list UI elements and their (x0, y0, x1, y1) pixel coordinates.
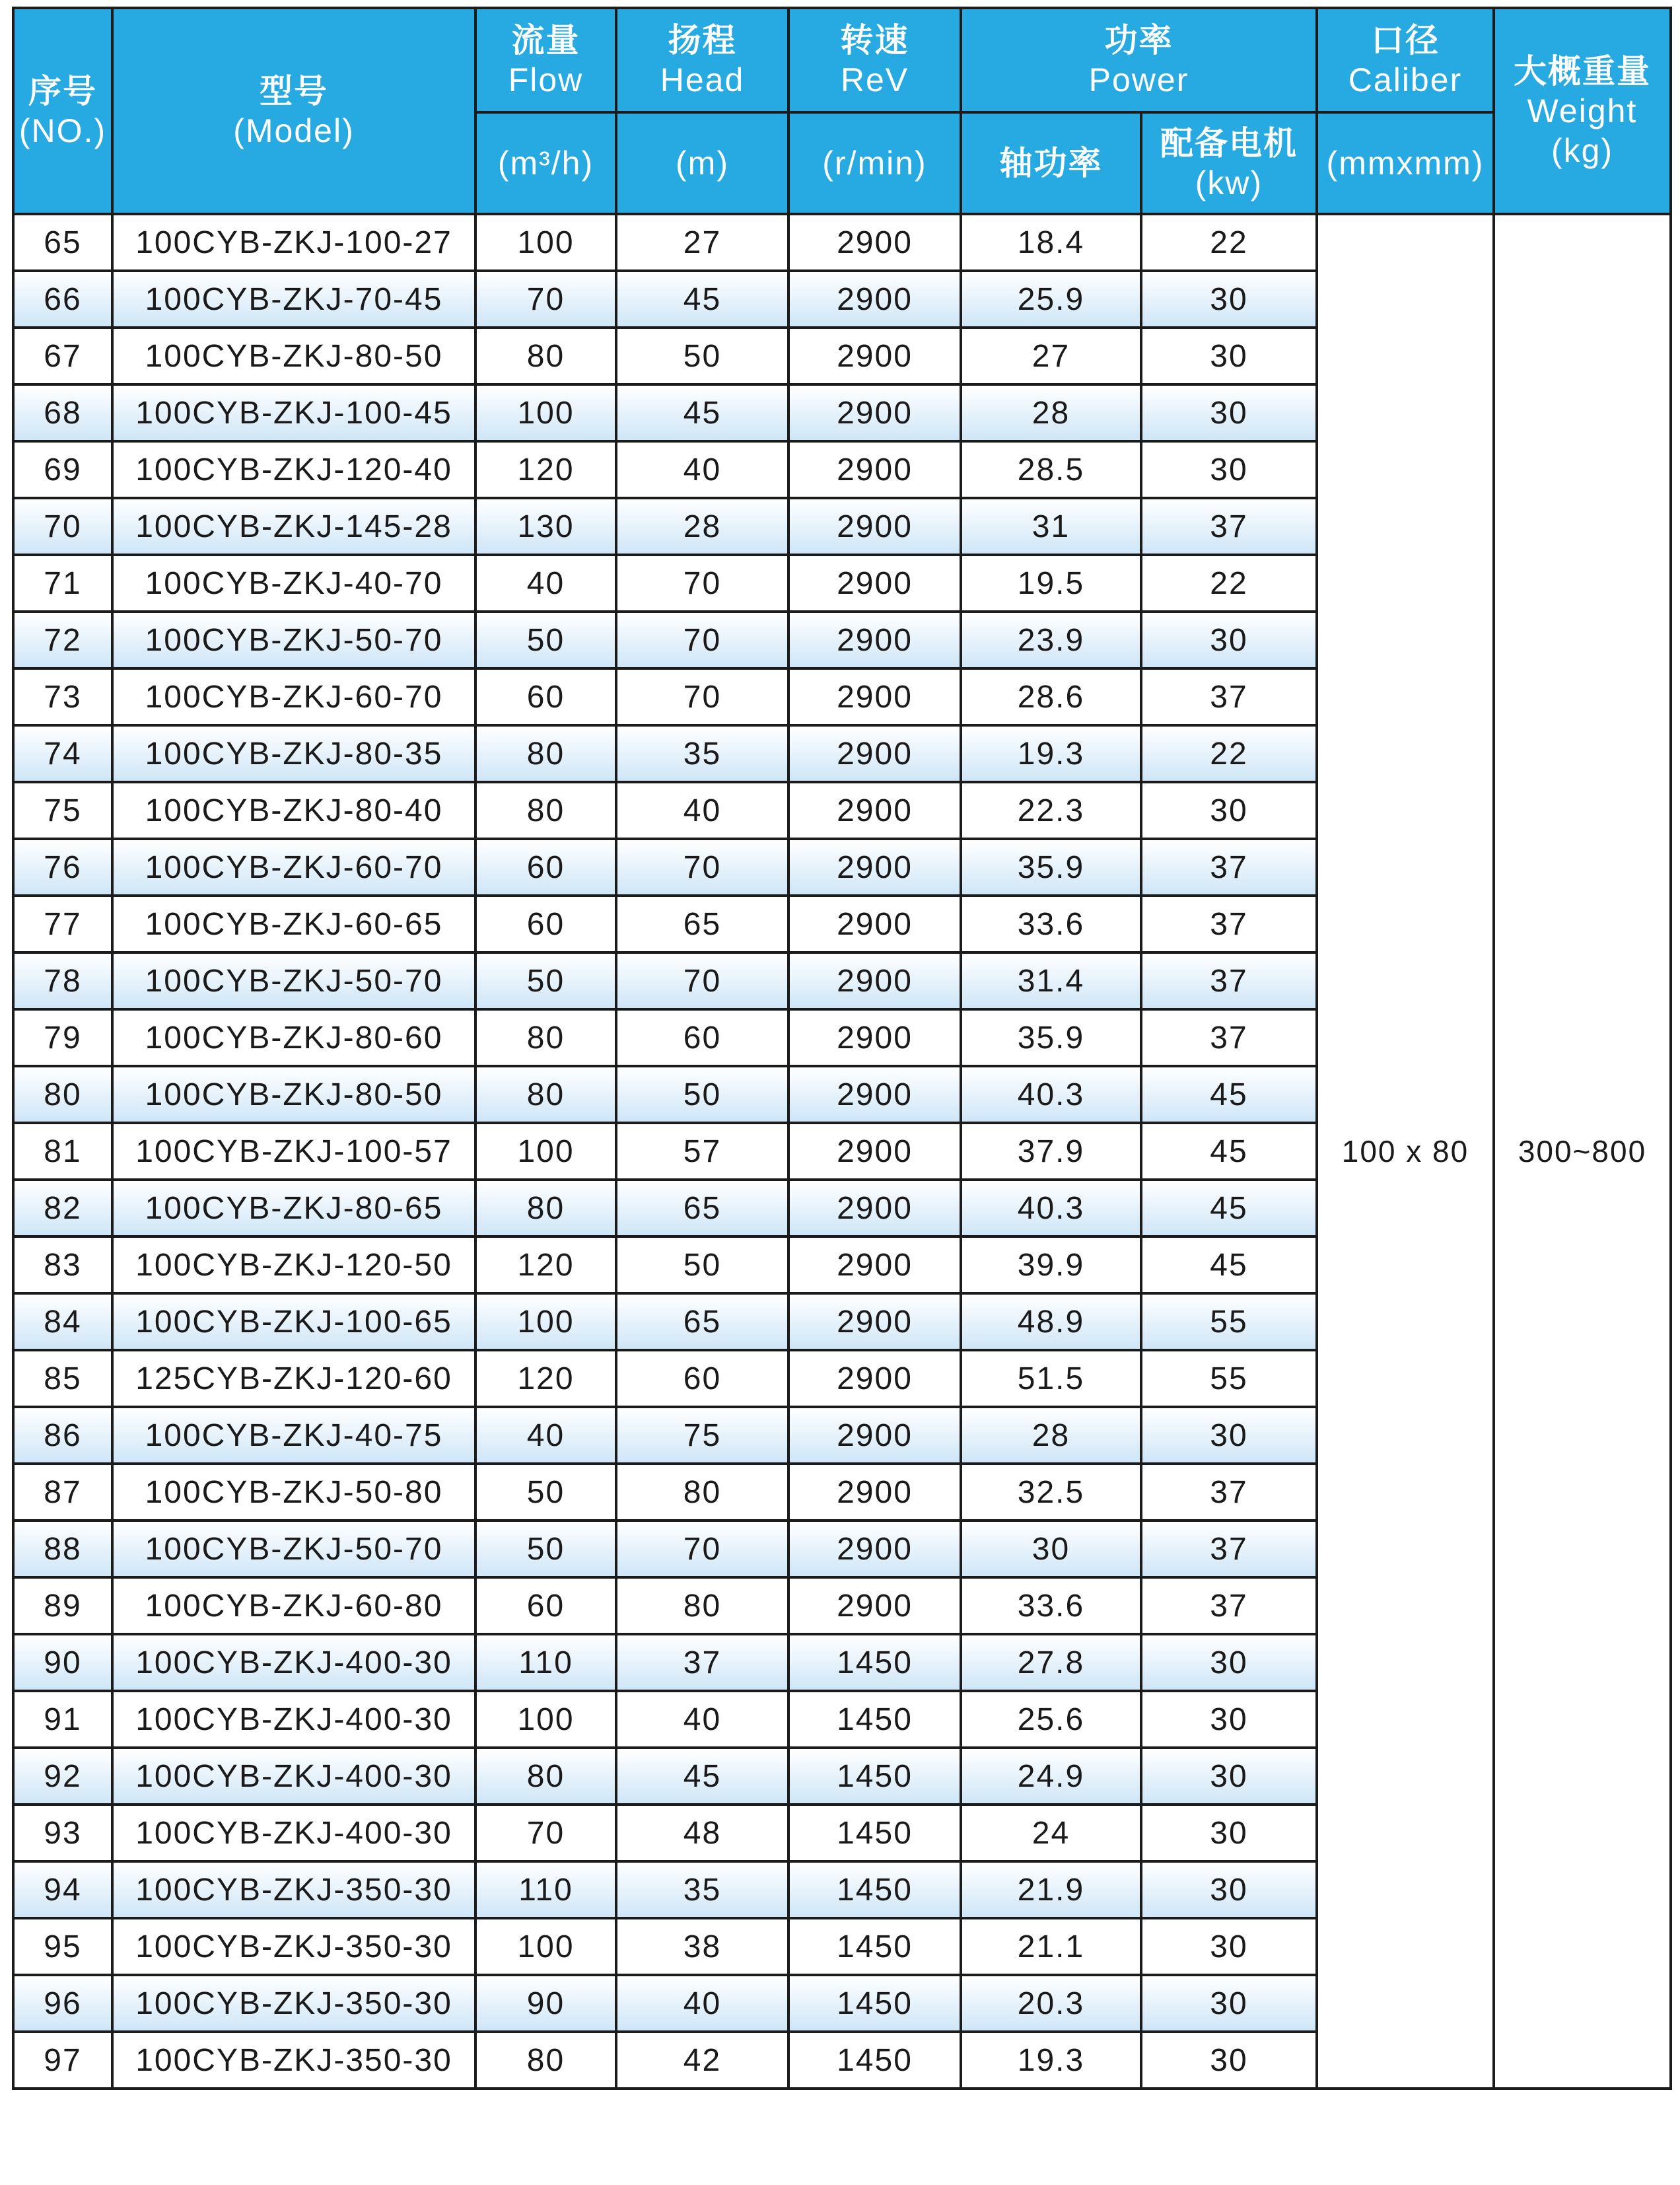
cell-speed: 2900 (788, 725, 961, 782)
cell-speed: 2900 (788, 328, 961, 384)
cell-shaft-power: 22.3 (961, 782, 1141, 839)
cell-shaft-power: 19.5 (961, 555, 1141, 612)
header-power (961, 8, 1317, 112)
header-motor-power (1141, 112, 1317, 214)
cell-no: 66 (13, 271, 112, 328)
cell-no: 90 (13, 1634, 112, 1691)
cell-motor-power: 45 (1141, 1180, 1317, 1236)
cell-speed: 2900 (788, 896, 961, 952)
header-motor-power-label: 配备电机 (1160, 125, 1298, 162)
cell-shaft-power: 27 (961, 328, 1141, 384)
cell-flow: 40 (475, 1407, 616, 1464)
cell-head: 75 (616, 1407, 788, 1464)
header-flow (475, 8, 616, 112)
header-weight-cn: 大概重量 (1514, 53, 1651, 90)
header-weight-en: Weight (1527, 92, 1638, 129)
cell-model: 100CYB-ZKJ-60-70 (112, 668, 475, 725)
cell-model: 100CYB-ZKJ-80-50 (112, 328, 475, 384)
cell-flow: 80 (475, 725, 616, 782)
cell-head: 65 (616, 1293, 788, 1350)
cell-motor-power: 37 (1141, 498, 1317, 555)
header-power-en: Power (1088, 61, 1189, 98)
cell-shaft-power: 28.5 (961, 441, 1141, 498)
cell-no: 96 (13, 1975, 112, 2032)
cell-head: 38 (616, 1918, 788, 1975)
cell-flow: 110 (475, 1634, 616, 1691)
cell-motor-power: 37 (1141, 1577, 1317, 1634)
cell-weight: 300~800 (1494, 214, 1671, 2089)
cell-motor-power: 30 (1141, 1691, 1317, 1748)
cell-model: 100CYB-ZKJ-400-30 (112, 1805, 475, 1861)
cell-speed: 2900 (788, 1009, 961, 1066)
cell-shaft-power: 28 (961, 384, 1141, 441)
cell-shaft-power: 30 (961, 1521, 1141, 1577)
header-flow-cn: 流量 (511, 22, 580, 59)
cell-model: 100CYB-ZKJ-400-30 (112, 1691, 475, 1748)
table-header (13, 8, 1671, 214)
cell-head: 48 (616, 1805, 788, 1861)
cell-shaft-power: 48.9 (961, 1293, 1141, 1350)
cell-flow: 50 (475, 1521, 616, 1577)
cell-no: 69 (13, 441, 112, 498)
cell-speed: 2900 (788, 214, 961, 271)
cell-no: 72 (13, 612, 112, 668)
cell-no: 89 (13, 1577, 112, 1634)
cell-model: 100CYB-ZKJ-145-28 (112, 498, 475, 555)
cell-motor-power: 55 (1141, 1293, 1317, 1350)
cell-shaft-power: 20.3 (961, 1975, 1141, 2032)
cell-no: 86 (13, 1407, 112, 1464)
cell-no: 68 (13, 384, 112, 441)
cell-flow: 90 (475, 1975, 616, 2032)
cell-flow: 80 (475, 1180, 616, 1236)
cell-no: 92 (13, 1748, 112, 1805)
cell-speed: 2900 (788, 1350, 961, 1407)
cell-flow: 80 (475, 1066, 616, 1123)
cell-speed: 2900 (788, 271, 961, 328)
cell-no: 74 (13, 725, 112, 782)
cell-no: 79 (13, 1009, 112, 1066)
cell-model: 100CYB-ZKJ-350-30 (112, 2032, 475, 2089)
header-caliber-unit: (mmxmm) (1317, 112, 1494, 214)
cell-model: 100CYB-ZKJ-60-65 (112, 896, 475, 952)
header-model-cn: 型号 (260, 73, 328, 110)
cell-motor-power: 30 (1141, 1748, 1317, 1805)
cell-head: 57 (616, 1123, 788, 1180)
cell-head: 40 (616, 441, 788, 498)
cell-shaft-power: 24 (961, 1805, 1141, 1861)
cell-model: 100CYB-ZKJ-60-80 (112, 1577, 475, 1634)
cell-motor-power: 45 (1141, 1236, 1317, 1293)
cell-model: 100CYB-ZKJ-60-70 (112, 839, 475, 896)
cell-no: 87 (13, 1464, 112, 1521)
cell-model: 100CYB-ZKJ-400-30 (112, 1634, 475, 1691)
header-flow-unit: (m³/h) (475, 112, 616, 214)
cell-no: 80 (13, 1066, 112, 1123)
cell-head: 60 (616, 1009, 788, 1066)
cell-head: 35 (616, 1861, 788, 1918)
cell-model: 100CYB-ZKJ-80-65 (112, 1180, 475, 1236)
cell-speed: 2900 (788, 1407, 961, 1464)
cell-head: 80 (616, 1464, 788, 1521)
cell-speed: 1450 (788, 1861, 961, 1918)
cell-motor-power: 30 (1141, 612, 1317, 668)
cell-model: 100CYB-ZKJ-350-30 (112, 1975, 475, 2032)
cell-head: 70 (616, 555, 788, 612)
cell-speed: 2900 (788, 1293, 961, 1350)
cell-motor-power: 37 (1141, 839, 1317, 896)
cell-motor-power: 37 (1141, 1464, 1317, 1521)
cell-motor-power: 30 (1141, 1805, 1317, 1861)
cell-speed: 1450 (788, 1805, 961, 1861)
header-no-cn: 序号 (28, 73, 97, 110)
cell-model: 100CYB-ZKJ-350-30 (112, 1918, 475, 1975)
header-shaft-power (961, 112, 1141, 214)
cell-motor-power: 37 (1141, 896, 1317, 952)
cell-no: 85 (13, 1350, 112, 1407)
cell-shaft-power: 40.3 (961, 1066, 1141, 1123)
cell-head: 80 (616, 1577, 788, 1634)
header-head-en: Head (660, 61, 745, 98)
cell-no: 78 (13, 952, 112, 1009)
cell-motor-power: 30 (1141, 782, 1317, 839)
cell-caliber: 100 x 80 (1317, 214, 1494, 2089)
cell-no: 76 (13, 839, 112, 896)
cell-shaft-power: 24.9 (961, 1748, 1141, 1805)
header-speed (788, 8, 961, 112)
cell-flow: 80 (475, 1748, 616, 1805)
cell-no: 93 (13, 1805, 112, 1861)
cell-motor-power: 30 (1141, 1861, 1317, 1918)
cell-shaft-power: 19.3 (961, 725, 1141, 782)
cell-motor-power: 37 (1141, 668, 1317, 725)
cell-flow: 70 (475, 271, 616, 328)
cell-head: 70 (616, 612, 788, 668)
header-model (112, 8, 475, 214)
cell-model: 100CYB-ZKJ-70-45 (112, 271, 475, 328)
cell-head: 45 (616, 384, 788, 441)
cell-shaft-power: 28 (961, 1407, 1141, 1464)
cell-shaft-power: 31 (961, 498, 1141, 555)
cell-shaft-power: 27.8 (961, 1634, 1141, 1691)
cell-motor-power: 45 (1141, 1123, 1317, 1180)
cell-shaft-power: 39.9 (961, 1236, 1141, 1293)
cell-model: 100CYB-ZKJ-80-40 (112, 782, 475, 839)
header-head-unit: (m) (616, 112, 788, 214)
cell-shaft-power: 51.5 (961, 1350, 1141, 1407)
cell-flow: 100 (475, 384, 616, 441)
table-row (13, 214, 1671, 271)
cell-head: 27 (616, 214, 788, 271)
cell-flow: 80 (475, 782, 616, 839)
header-speed-en: ReV (840, 61, 909, 98)
cell-model: 100CYB-ZKJ-40-70 (112, 555, 475, 612)
header-caliber (1317, 8, 1494, 112)
cell-flow: 100 (475, 1691, 616, 1748)
cell-no: 65 (13, 214, 112, 271)
cell-speed: 1450 (788, 1748, 961, 1805)
cell-no: 82 (13, 1180, 112, 1236)
cell-shaft-power: 21.9 (961, 1861, 1141, 1918)
cell-flow: 60 (475, 1577, 616, 1634)
header-shaft-power-label: 轴功率 (999, 145, 1103, 182)
cell-model: 100CYB-ZKJ-40-75 (112, 1407, 475, 1464)
cell-no: 75 (13, 782, 112, 839)
header-flow-en: Flow (508, 61, 584, 98)
cell-flow: 80 (475, 1009, 616, 1066)
cell-speed: 2900 (788, 555, 961, 612)
cell-flow: 40 (475, 555, 616, 612)
cell-shaft-power: 33.6 (961, 1577, 1141, 1634)
cell-speed: 2900 (788, 498, 961, 555)
cell-model: 100CYB-ZKJ-80-60 (112, 1009, 475, 1066)
cell-model: 100CYB-ZKJ-120-40 (112, 441, 475, 498)
header-power-cn: 功率 (1104, 22, 1173, 59)
cell-head: 42 (616, 2032, 788, 2089)
header-model-en: (Model) (233, 112, 355, 149)
cell-motor-power: 30 (1141, 328, 1317, 384)
cell-no: 71 (13, 555, 112, 612)
cell-shaft-power: 32.5 (961, 1464, 1141, 1521)
cell-no: 84 (13, 1293, 112, 1350)
cell-shaft-power: 25.6 (961, 1691, 1141, 1748)
cell-speed: 2900 (788, 782, 961, 839)
cell-model: 125CYB-ZKJ-120-60 (112, 1350, 475, 1407)
cell-head: 50 (616, 1236, 788, 1293)
cell-model: 100CYB-ZKJ-350-30 (112, 1861, 475, 1918)
cell-speed: 2900 (788, 1123, 961, 1180)
cell-flow: 70 (475, 1805, 616, 1861)
cell-motor-power: 30 (1141, 271, 1317, 328)
cell-flow: 80 (475, 328, 616, 384)
cell-model: 100CYB-ZKJ-100-45 (112, 384, 475, 441)
cell-speed: 2900 (788, 952, 961, 1009)
header-speed-unit: (r/min) (788, 112, 961, 214)
cell-speed: 1450 (788, 2032, 961, 2089)
cell-no: 94 (13, 1861, 112, 1918)
cell-no: 77 (13, 896, 112, 952)
cell-no: 73 (13, 668, 112, 725)
cell-motor-power: 30 (1141, 1407, 1317, 1464)
header-no (13, 8, 112, 214)
cell-motor-power: 22 (1141, 555, 1317, 612)
cell-shaft-power: 19.3 (961, 2032, 1141, 2089)
header-speed-cn: 转速 (840, 22, 909, 59)
cell-head: 45 (616, 271, 788, 328)
cell-flow: 120 (475, 1236, 616, 1293)
cell-head: 50 (616, 1066, 788, 1123)
cell-motor-power: 30 (1141, 384, 1317, 441)
cell-head: 50 (616, 328, 788, 384)
header-motor-power-unit: (kw) (1195, 164, 1263, 201)
cell-head: 60 (616, 1350, 788, 1407)
cell-speed: 2900 (788, 1464, 961, 1521)
cell-model: 100CYB-ZKJ-50-80 (112, 1464, 475, 1521)
cell-shaft-power: 37.9 (961, 1123, 1141, 1180)
cell-head: 70 (616, 668, 788, 725)
header-no-en: (NO.) (18, 112, 107, 149)
cell-motor-power: 37 (1141, 952, 1317, 1009)
cell-head: 40 (616, 1975, 788, 2032)
cell-motor-power: 30 (1141, 2032, 1317, 2089)
header-caliber-en: Caliber (1348, 61, 1463, 98)
cell-no: 95 (13, 1918, 112, 1975)
cell-shaft-power: 18.4 (961, 214, 1141, 271)
cell-speed: 2900 (788, 1236, 961, 1293)
cell-no: 67 (13, 328, 112, 384)
cell-shaft-power: 35.9 (961, 839, 1141, 896)
header-weight (1494, 8, 1671, 214)
cell-motor-power: 30 (1141, 1918, 1317, 1975)
cell-shaft-power: 28.6 (961, 668, 1141, 725)
cell-head: 65 (616, 896, 788, 952)
cell-head: 70 (616, 1521, 788, 1577)
cell-head: 40 (616, 1691, 788, 1748)
cell-flow: 50 (475, 952, 616, 1009)
header-head (616, 8, 788, 112)
cell-shaft-power: 23.9 (961, 612, 1141, 668)
cell-speed: 2900 (788, 1066, 961, 1123)
cell-shaft-power: 35.9 (961, 1009, 1141, 1066)
table-body (13, 214, 1671, 2089)
cell-speed: 1450 (788, 1634, 961, 1691)
cell-flow: 120 (475, 1350, 616, 1407)
cell-flow: 100 (475, 1293, 616, 1350)
cell-flow: 80 (475, 2032, 616, 2089)
cell-no: 88 (13, 1521, 112, 1577)
cell-model: 100CYB-ZKJ-120-50 (112, 1236, 475, 1293)
cell-speed: 1450 (788, 1975, 961, 2032)
cell-motor-power: 22 (1141, 214, 1317, 271)
cell-model: 100CYB-ZKJ-80-35 (112, 725, 475, 782)
pump-spec-table (12, 7, 1672, 2090)
cell-no: 83 (13, 1236, 112, 1293)
cell-flow: 130 (475, 498, 616, 555)
cell-motor-power: 37 (1141, 1009, 1317, 1066)
cell-speed: 2900 (788, 1180, 961, 1236)
cell-motor-power: 55 (1141, 1350, 1317, 1407)
cell-motor-power: 30 (1141, 1634, 1317, 1691)
cell-motor-power: 30 (1141, 1975, 1317, 2032)
header-caliber-cn: 口径 (1371, 22, 1440, 59)
cell-flow: 120 (475, 441, 616, 498)
cell-model: 100CYB-ZKJ-50-70 (112, 952, 475, 1009)
cell-model: 100CYB-ZKJ-50-70 (112, 1521, 475, 1577)
cell-speed: 2900 (788, 441, 961, 498)
cell-flow: 60 (475, 668, 616, 725)
cell-flow: 50 (475, 612, 616, 668)
cell-speed: 2900 (788, 668, 961, 725)
cell-motor-power: 45 (1141, 1066, 1317, 1123)
cell-shaft-power: 21.1 (961, 1918, 1141, 1975)
cell-model: 100CYB-ZKJ-50-70 (112, 612, 475, 668)
cell-shaft-power: 31.4 (961, 952, 1141, 1009)
cell-no: 70 (13, 498, 112, 555)
cell-model: 100CYB-ZKJ-100-57 (112, 1123, 475, 1180)
cell-flow: 60 (475, 896, 616, 952)
cell-flow: 50 (475, 1464, 616, 1521)
cell-shaft-power: 33.6 (961, 896, 1141, 952)
cell-head: 37 (616, 1634, 788, 1691)
cell-head: 35 (616, 725, 788, 782)
cell-shaft-power: 25.9 (961, 271, 1141, 328)
cell-motor-power: 37 (1141, 1521, 1317, 1577)
cell-model: 100CYB-ZKJ-100-65 (112, 1293, 475, 1350)
cell-head: 70 (616, 952, 788, 1009)
cell-head: 45 (616, 1748, 788, 1805)
cell-no: 81 (13, 1123, 112, 1180)
cell-flow: 100 (475, 1918, 616, 1975)
cell-no: 91 (13, 1691, 112, 1748)
cell-model: 100CYB-ZKJ-100-27 (112, 214, 475, 271)
cell-speed: 2900 (788, 1577, 961, 1634)
cell-flow: 100 (475, 214, 616, 271)
cell-motor-power: 22 (1141, 725, 1317, 782)
cell-speed: 1450 (788, 1918, 961, 1975)
cell-model: 100CYB-ZKJ-80-50 (112, 1066, 475, 1123)
cell-no: 97 (13, 2032, 112, 2089)
cell-speed: 2900 (788, 1521, 961, 1577)
header-weight-unit: (kg) (1551, 132, 1614, 169)
cell-head: 65 (616, 1180, 788, 1236)
cell-flow: 110 (475, 1861, 616, 1918)
cell-head: 28 (616, 498, 788, 555)
cell-speed: 1450 (788, 1691, 961, 1748)
cell-shaft-power: 40.3 (961, 1180, 1141, 1236)
cell-speed: 2900 (788, 839, 961, 896)
cell-head: 40 (616, 782, 788, 839)
cell-motor-power: 30 (1141, 441, 1317, 498)
header-head-cn: 扬程 (668, 22, 737, 59)
cell-head: 70 (616, 839, 788, 896)
cell-model: 100CYB-ZKJ-400-30 (112, 1748, 475, 1805)
cell-speed: 2900 (788, 612, 961, 668)
cell-speed: 2900 (788, 384, 961, 441)
cell-flow: 60 (475, 839, 616, 896)
cell-flow: 100 (475, 1123, 616, 1180)
